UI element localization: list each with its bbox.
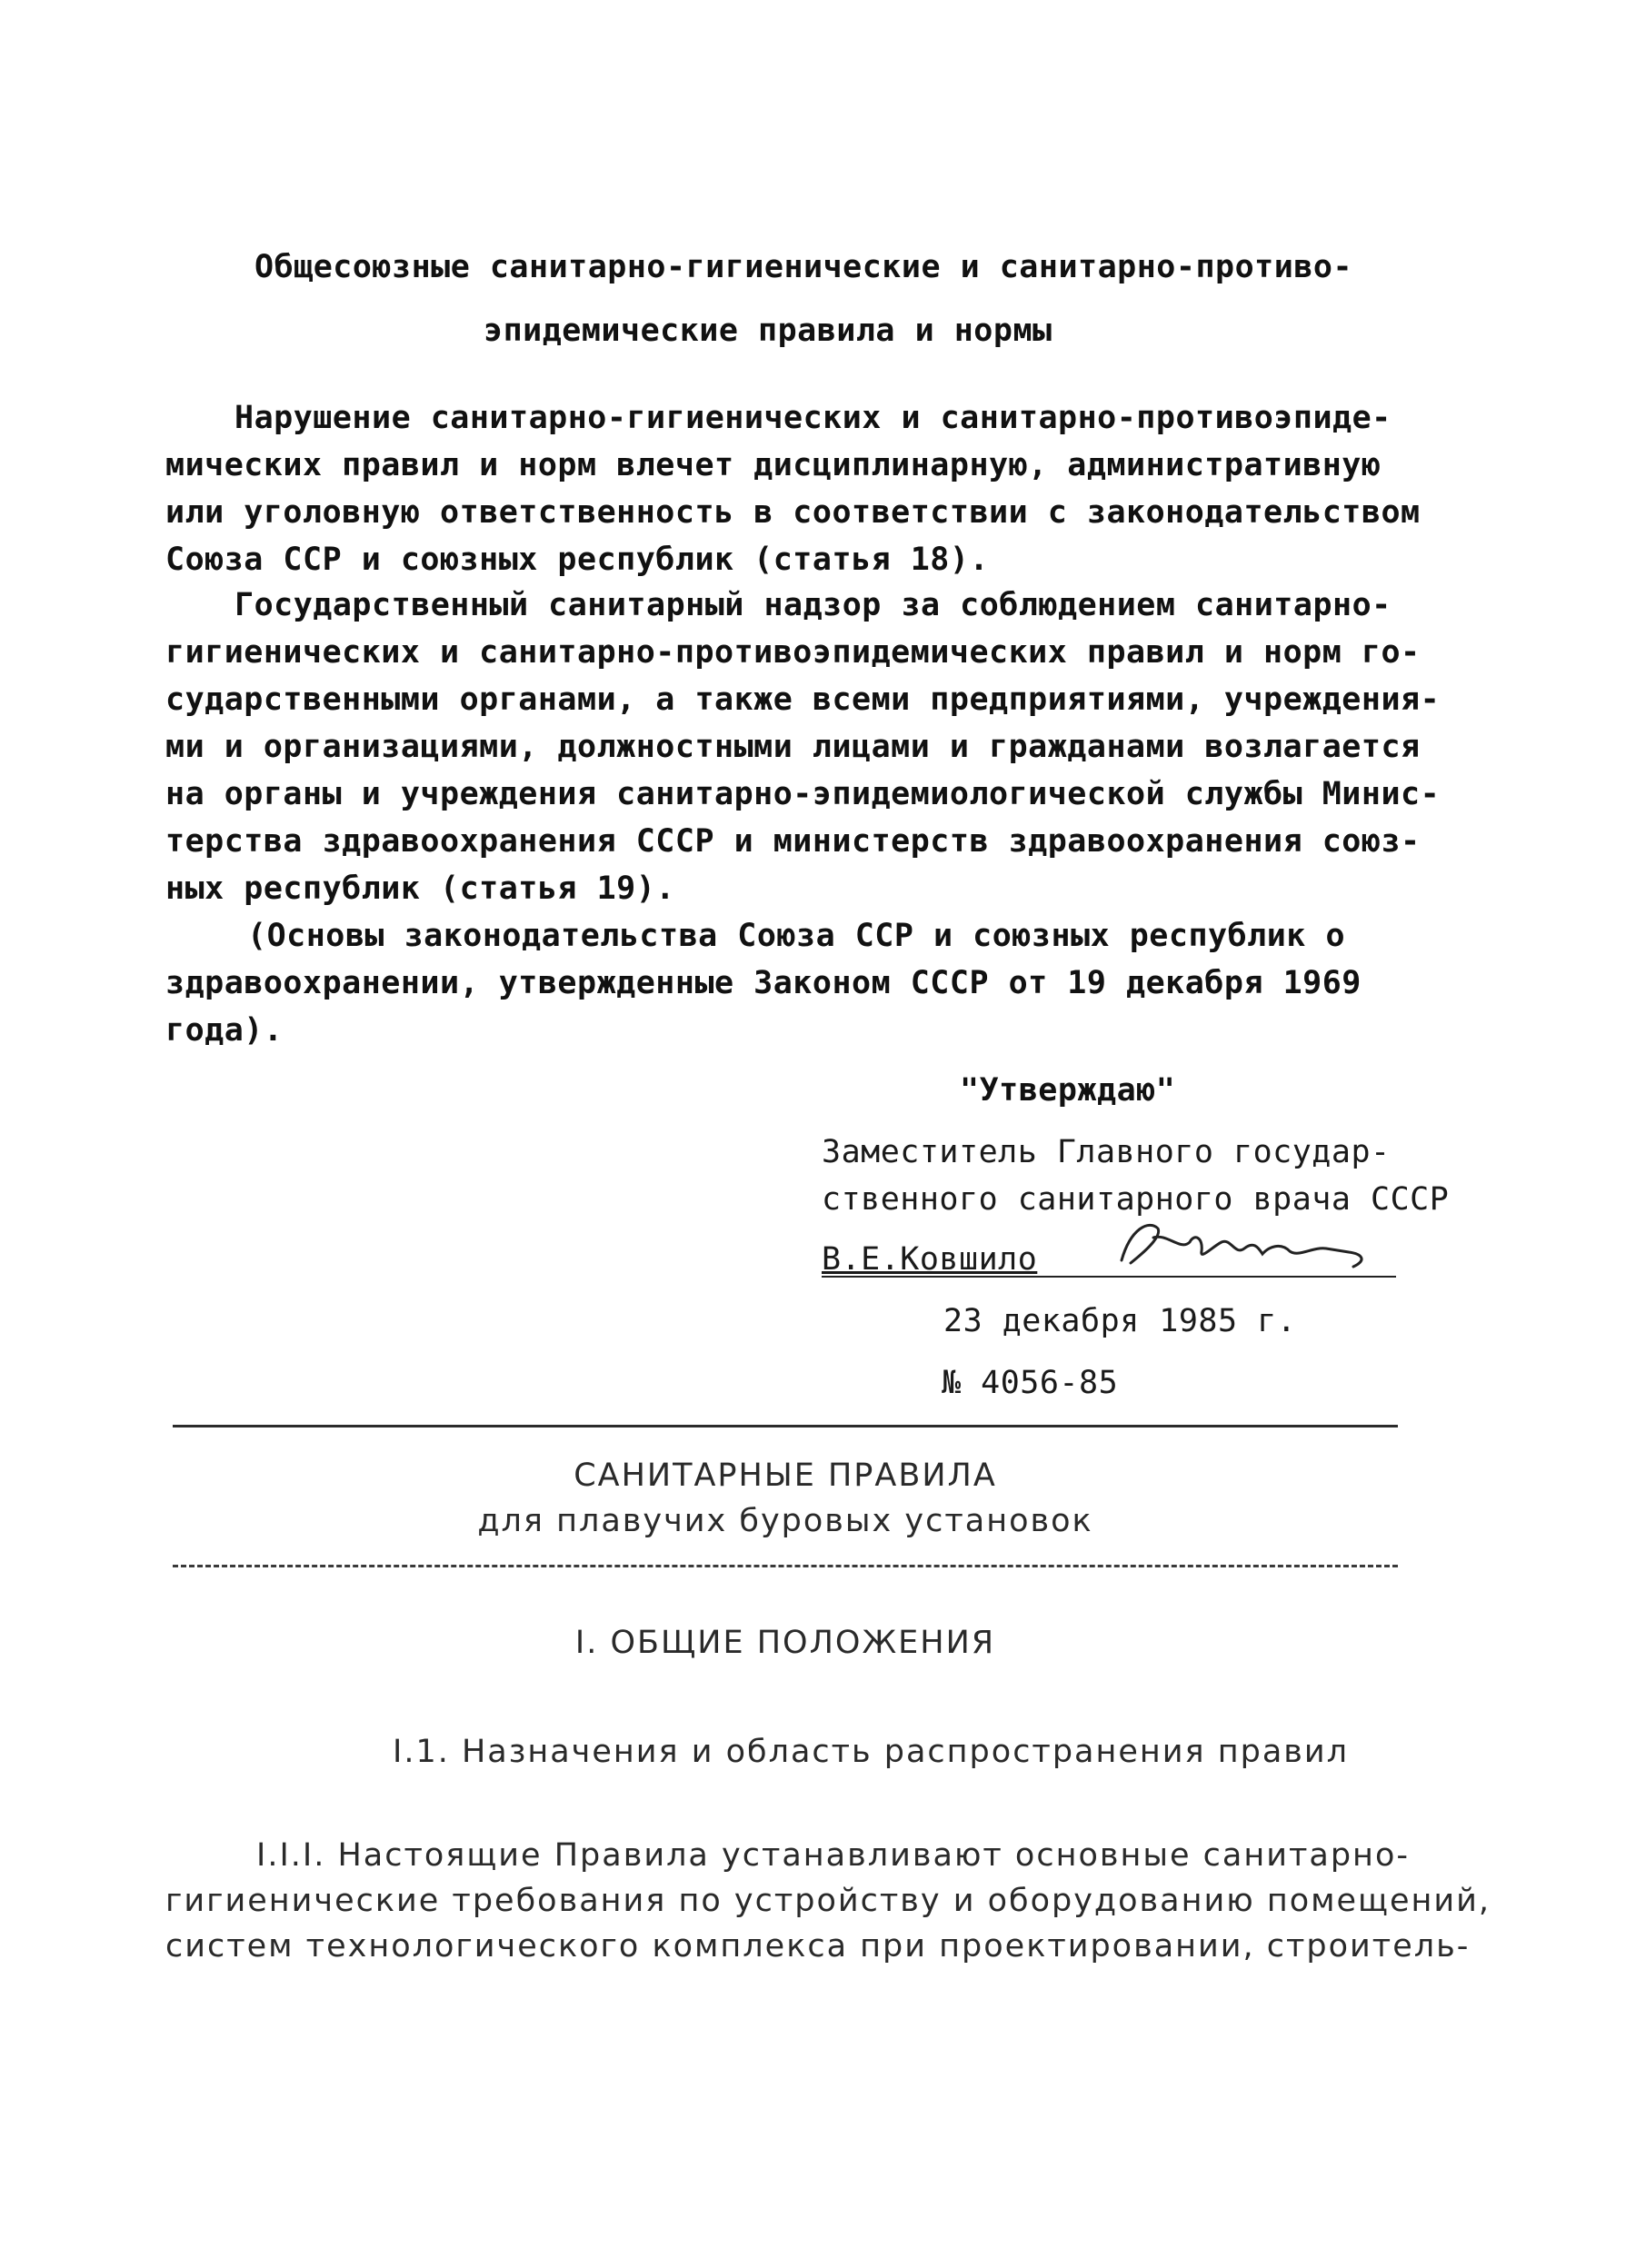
section-subheading: I.1. Назначения и область распространения правил	[393, 1734, 1350, 1770]
intro-p3-line-2: здравоохранении, утвержденные Законом СССР от 19 декабря 1969	[165, 965, 1362, 1001]
header-title-line-1: Общесоюзные санитарно-гигиенические и санитарно-противо-	[254, 249, 1353, 285]
section-item-line-1: I.I.I. Настоящие Правила устанавливают основные санитарно-	[256, 1837, 1410, 1874]
signature-line	[822, 1276, 1396, 1278]
intro-p2-line-7: ных республик (статья 19).	[165, 870, 675, 907]
intro-p1-line-3: или уголовную ответственность в соответствии с законодательством	[165, 494, 1421, 531]
section-item-line-3: систем технологического комплекса при проектировании, строитель-	[165, 1928, 1471, 1965]
approval-date: 23 декабря 1985 г.	[943, 1303, 1297, 1339]
section-heading: I. ОБЩИЕ ПОЛОЖЕНИЯ	[574, 1625, 996, 1661]
approval-number: № 4056-85	[942, 1365, 1119, 1401]
divider-top	[173, 1425, 1398, 1427]
intro-p2-line-1: Государственный санитарный надзор за соблюдением санитарно-	[234, 587, 1392, 623]
approval-label: "Утверждаю"	[960, 1072, 1176, 1109]
intro-p2-line-4: ми и организациями, должностными лицами и гражданами возлагается	[165, 729, 1421, 765]
document-subtitle: для плавучих буровых установок	[477, 1503, 1093, 1539]
approval-position-line-1: Заместитель Главного государ-	[822, 1134, 1391, 1170]
intro-p1-line-1: Нарушение санитарно-гигиенических и санитарно-противоэпиде-	[234, 400, 1392, 436]
intro-p2-line-6: терства здравоохранения СССР и министерств здравоохранения союз-	[165, 823, 1421, 860]
intro-p1-line-2: мических правил и норм влечет дисциплинарную, административную	[165, 447, 1382, 483]
section-item-line-2: гигиенические требования по устройству и оборудованию помещений,	[165, 1883, 1491, 1919]
signature-icon	[1103, 1210, 1403, 1283]
intro-p2-line-2: гигиенических и санитарно-противоэпидемических правил и норм го-	[165, 634, 1421, 671]
intro-p2-line-5: на органы и учреждения санитарно-эпидемиологической службы Минис-	[165, 776, 1441, 812]
intro-p3-line-3: года).	[165, 1012, 284, 1049]
approval-signer-name: В.Е.Ковшило	[822, 1241, 1038, 1278]
intro-p1-line-4: Союза ССР и союзных республик (статья 18).	[165, 542, 990, 578]
approval-position-line-2: ственного санитарного врача СССР	[822, 1181, 1450, 1218]
intro-p3-line-1: (Основы законодательства Союза ССР и союзных республик о	[247, 918, 1346, 954]
document-title: САНИТАРНЫЕ ПРАВИЛА	[574, 1457, 997, 1494]
divider-bottom	[173, 1565, 1398, 1567]
header-title-line-2: эпидемические правила и нормы	[484, 313, 1052, 349]
intro-p2-line-3: сударственными органами, а также всеми предприятиями, учреждения-	[165, 681, 1441, 718]
